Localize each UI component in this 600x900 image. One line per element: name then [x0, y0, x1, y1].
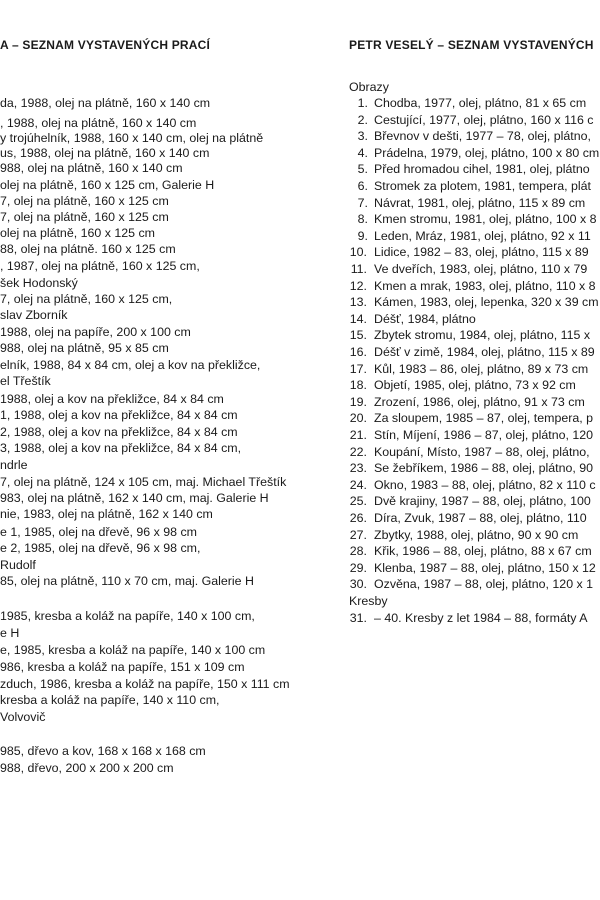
left-list-item: el Třeštík — [0, 374, 51, 388]
left-list-item: 1, 1988, olej a kov na překližce, 84 x 84 cm — [0, 408, 238, 422]
list-item: Koupání, Místo, 1987 – 88, olej, plátno, — [374, 444, 590, 459]
list-item: Déšť, 1984, plátno — [374, 311, 476, 326]
list-item: Objetí, 1985, olej, plátno, 73 x 92 cm — [374, 378, 576, 393]
list-item: Se žebříkem, 1986 – 88, olej, plátno, 90 — [374, 461, 594, 476]
item-number: 1. — [357, 96, 368, 110]
left-list-item: e 1, 1985, olej na dřevě, 96 x 98 cm — [0, 525, 197, 539]
left-list-item: olej na plátně, 160 x 125 cm — [0, 226, 155, 240]
list-item: Návrat, 1981, olej, plátno, 115 x 89 cm — [374, 195, 586, 210]
left-list-item: elník, 1988, 84 x 84 cm, olej a kov na překližce, — [0, 358, 261, 372]
left-list-item: 983, olej na plátně, 162 x 140 cm, maj. Galerie H — [0, 491, 269, 505]
item-number: 15. — [349, 328, 367, 343]
list-item: Kmen a mrak, 1983, olej, plátno, 110 x 8 — [374, 278, 596, 293]
list-item: Díra, Zvuk, 1987 – 88, olej, plátno, 110 — [374, 511, 587, 525]
left-list-item: ndrle — [0, 458, 28, 472]
item-number: 22. — [349, 444, 367, 459]
paintings-title: Obrazy — [349, 80, 389, 94]
left-list-item: zduch, 1986, kresba a koláž na papíře, 150 x 111 cm — [0, 677, 290, 691]
item-number: 23. — [349, 461, 367, 476]
left-list-item: šek Hodonský — [0, 276, 78, 290]
list-item: Lidice, 1982 – 83, olej, plátno, 115 x 89 — [374, 245, 589, 260]
left-list-item: 988, dřevo, 200 x 200 x 200 cm — [0, 761, 174, 775]
list-item: Déšť v zimě, 1984, olej, plátno, 115 x 89 — [374, 345, 595, 359]
list-item: Ve dveřích, 1983, olej, plátno, 110 x 79 — [374, 262, 588, 276]
left-list-item: 2, 1988, olej a kov na překližce, 84 x 84 cm — [0, 425, 238, 439]
left-list-item: Volvovič — [0, 710, 46, 724]
item-number: 4. — [357, 145, 368, 160]
left-list-item: da, 1988, olej na plátně, 160 x 140 cm — [0, 96, 211, 110]
list-item: Okno, 1983 – 88, olej, plátno, 82 x 110 c — [374, 477, 596, 492]
left-list-item: e, 1985, kresba a koláž na papíře, 140 x 100 cm — [0, 643, 266, 657]
item-number: 25. — [349, 494, 367, 509]
item-number: 20. — [349, 411, 367, 426]
left-list-item: 3, 1988, olej a kov na překližce, 84 x 84 cm, — [0, 441, 242, 455]
item-number: 28. — [349, 544, 367, 559]
list-item: Zbytek stromu, 1984, olej, plátno, 115 x — [374, 328, 591, 343]
item-number: 8. — [357, 212, 368, 227]
item-number: 11. — [350, 262, 367, 276]
left-list-item: 88, olej na plátně. 160 x 125 cm — [0, 242, 176, 256]
left-list-item: 1988, olej na papíře, 200 x 100 cm — [0, 325, 191, 339]
item-number: 13. — [349, 295, 367, 310]
list-item: Kůl, 1983 – 86, olej, plátno, 89 x 73 cm — [374, 361, 589, 376]
item-number: 14. — [349, 311, 367, 326]
list-item: Břevnov v dešti, 1977 – 78, olej, plátno, — [374, 129, 591, 144]
left-list-item: 988, olej na plátně, 160 x 140 cm — [0, 161, 183, 175]
drawings-title: Kresby — [349, 594, 388, 608]
list-item: Cestující, 1977, olej, plátno, 160 x 116 c — [374, 112, 594, 127]
item-number: 2. — [357, 112, 368, 127]
left-list-item: e H — [0, 626, 20, 640]
left-list-item: slav Zborník — [0, 308, 68, 322]
list-item: Dvě krajiny, 1987 – 88, olej, plátno, 100 — [374, 494, 591, 509]
item-number: 29. — [349, 560, 367, 575]
item-number: 12. — [349, 278, 367, 293]
item-number: 21. — [349, 428, 367, 442]
item-number: 7. — [357, 195, 368, 210]
left-list-item: 7, olej na plátně, 160 x 125 cm — [0, 210, 169, 224]
list-item: Chodba, 1977, olej, plátno, 81 x 65 cm — [374, 96, 587, 110]
left-list-item: , 1988, olej na plátně, 160 x 140 cm — [0, 116, 197, 130]
item-number: 19. — [349, 394, 367, 409]
item-number: 10. — [349, 245, 367, 260]
list-item: – 40. Kresby z let 1984 – 88, formáty A — [374, 611, 588, 625]
item-number: 3. — [357, 129, 368, 144]
left-list-item: e 2, 1985, olej na dřevě, 96 x 98 cm, — [0, 541, 201, 555]
left-list-item: 1988, olej a kov na překližce, 84 x 84 cm — [0, 392, 224, 406]
list-item: Stín, Míjení, 1986 – 87, olej, plátno, 120 — [374, 428, 594, 442]
list-item: Kámen, 1983, olej, lepenka, 320 x 39 cm — [374, 295, 599, 310]
item-number: 17. — [349, 361, 367, 376]
left-list-item: Rudolf — [0, 558, 36, 572]
list-item: Za sloupem, 1985 – 87, olej, tempera, p — [374, 411, 594, 426]
left-list-item: 1985, kresba a koláž na papíře, 140 x 100 cm, — [0, 609, 255, 623]
item-number: 26. — [349, 511, 367, 525]
item-number: 16. — [349, 345, 367, 359]
item-number: 30. — [349, 577, 367, 592]
item-number: 24. — [349, 477, 367, 492]
list-item: Klenba, 1987 – 88, olej, plátno, 150 x 12 — [374, 560, 596, 575]
left-list-item: nie, 1983, olej na plátně, 162 x 140 cm — [0, 507, 213, 521]
left-list-item: us, 1988, olej na plátně, 160 x 140 cm — [0, 146, 210, 160]
left-list-item: 7, olej na plátně, 160 x 125 cm, — [0, 292, 173, 306]
item-number: 6. — [357, 179, 368, 193]
list-item: Kmen stromu, 1981, olej, plátno, 100 x 8 — [374, 212, 597, 227]
left-list-item: 85, olej na plátně, 110 x 70 cm, maj. Galerie H — [0, 574, 254, 588]
list-item: Stromek za plotem, 1981, tempera, plát — [374, 179, 591, 193]
right-heading: PETR VESELÝ – SEZNAM VYSTAVENÝCH — [349, 38, 594, 52]
left-heading: A – SEZNAM VYSTAVENÝCH PRACÍ — [0, 38, 211, 52]
item-number: 18. — [349, 378, 367, 393]
right-column — [300, 0, 600, 900]
left-list-item: 986, kresba a koláž na papíře, 151 x 109 cm — [0, 660, 245, 674]
left-list-item: 985, dřevo a kov, 168 x 168 x 168 cm — [0, 744, 206, 758]
list-item: Ozvěna, 1987 – 88, olej, plátno, 120 x 1 — [374, 577, 594, 592]
list-item: Křik, 1986 – 88, olej, plátno, 88 x 67 cm — [374, 544, 592, 559]
left-list-item: 7, olej na plátně, 124 x 105 cm, maj. Michael Třeštík — [0, 475, 287, 489]
item-number: 9. — [357, 228, 368, 243]
list-item: Leden, Mráz, 1981, olej, plátno, 92 x 11 — [374, 228, 591, 243]
left-list-item: , 1987, olej na plátně, 160 x 125 cm, — [0, 259, 200, 273]
left-list-item: 7, olej na plátně, 160 x 125 cm — [0, 194, 169, 208]
list-item: Zrození, 1986, olej, plátno, 91 x 73 cm — [374, 394, 585, 409]
left-list-item: kresba a koláž na papíře, 140 x 110 cm, — [0, 693, 220, 707]
left-list-item: 988, olej na plátně, 95 x 85 cm — [0, 341, 169, 355]
list-item: Zbytky, 1988, olej, plátno, 90 x 90 cm — [374, 527, 579, 542]
item-number: 31. — [349, 611, 367, 625]
list-item: Před hromadou cihel, 1981, olej, plátno — [374, 162, 590, 177]
left-list-item: olej na plátně, 160 x 125 cm, Galerie H — [0, 178, 215, 192]
item-number: 27. — [349, 527, 367, 542]
item-number: 5. — [357, 162, 368, 177]
list-item: Prádelna, 1979, olej, plátno, 100 x 80 cm — [374, 145, 600, 160]
left-list-item: y trojúhelník, 1988, 160 x 140 cm, olej na plátně — [0, 131, 264, 145]
